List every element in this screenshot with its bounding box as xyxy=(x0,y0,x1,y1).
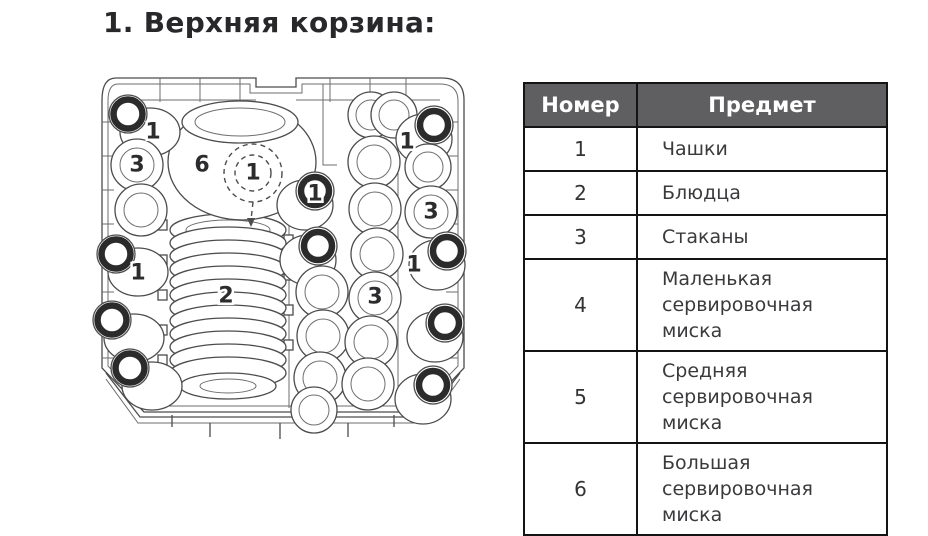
cup-shape xyxy=(395,366,452,424)
items-table xyxy=(523,82,888,536)
row-number: 2 xyxy=(524,171,637,215)
table-header-row xyxy=(524,83,887,127)
middle-glasses xyxy=(342,92,403,410)
row-item: Блюдца xyxy=(637,171,887,215)
row-item: Маленькая сервировочная миска xyxy=(637,259,887,351)
glass-shape xyxy=(115,184,167,236)
header-number: Номер xyxy=(524,83,637,127)
glass-shape xyxy=(348,136,400,188)
diagram-label-cup: 1 xyxy=(245,160,261,186)
diagram-label-glass: 3 xyxy=(367,284,383,310)
row-number: 6 xyxy=(524,443,637,535)
diagram-label-glass: 3 xyxy=(129,152,145,178)
diagram-label-cup: 1 xyxy=(307,181,323,207)
glass-shape xyxy=(349,183,401,235)
basket-diagram xyxy=(90,70,476,450)
table-row xyxy=(524,351,887,443)
table-row xyxy=(524,171,887,215)
header-item: Предмет xyxy=(637,83,887,127)
table-row xyxy=(524,259,887,351)
diagram-label-cup: 1 xyxy=(399,129,415,155)
row-item: Большая сервировочная миска xyxy=(637,443,887,535)
glass-shape xyxy=(342,358,394,410)
page-title: 1. Верхняя корзина: xyxy=(103,6,436,39)
diagram-label-cup: 1 xyxy=(130,260,146,286)
diagram-label-cup: 1 xyxy=(145,119,161,145)
row-number: 1 xyxy=(524,127,637,171)
row-item: Средняя сервировочная миска xyxy=(637,351,887,443)
row-number: 3 xyxy=(524,215,637,259)
table-row xyxy=(524,127,887,171)
row-item: Чашки xyxy=(637,127,887,171)
table-row xyxy=(524,215,887,259)
table-row xyxy=(524,443,887,535)
diagram-label-glass: 3 xyxy=(423,199,439,225)
row-item: Стаканы xyxy=(637,215,887,259)
diagram-label-bowl: 6 xyxy=(194,152,210,178)
center-cups xyxy=(277,172,349,433)
diagram-label-saucer: 2 xyxy=(218,283,234,309)
left-cups-glasses xyxy=(93,95,182,410)
glass-shape xyxy=(291,387,337,433)
row-number: 5 xyxy=(524,351,637,443)
row-number: 4 xyxy=(524,259,637,351)
cup-shape xyxy=(407,304,464,362)
diagram-label-cup: 1 xyxy=(406,252,422,278)
basket-diagram-svg xyxy=(90,70,476,450)
